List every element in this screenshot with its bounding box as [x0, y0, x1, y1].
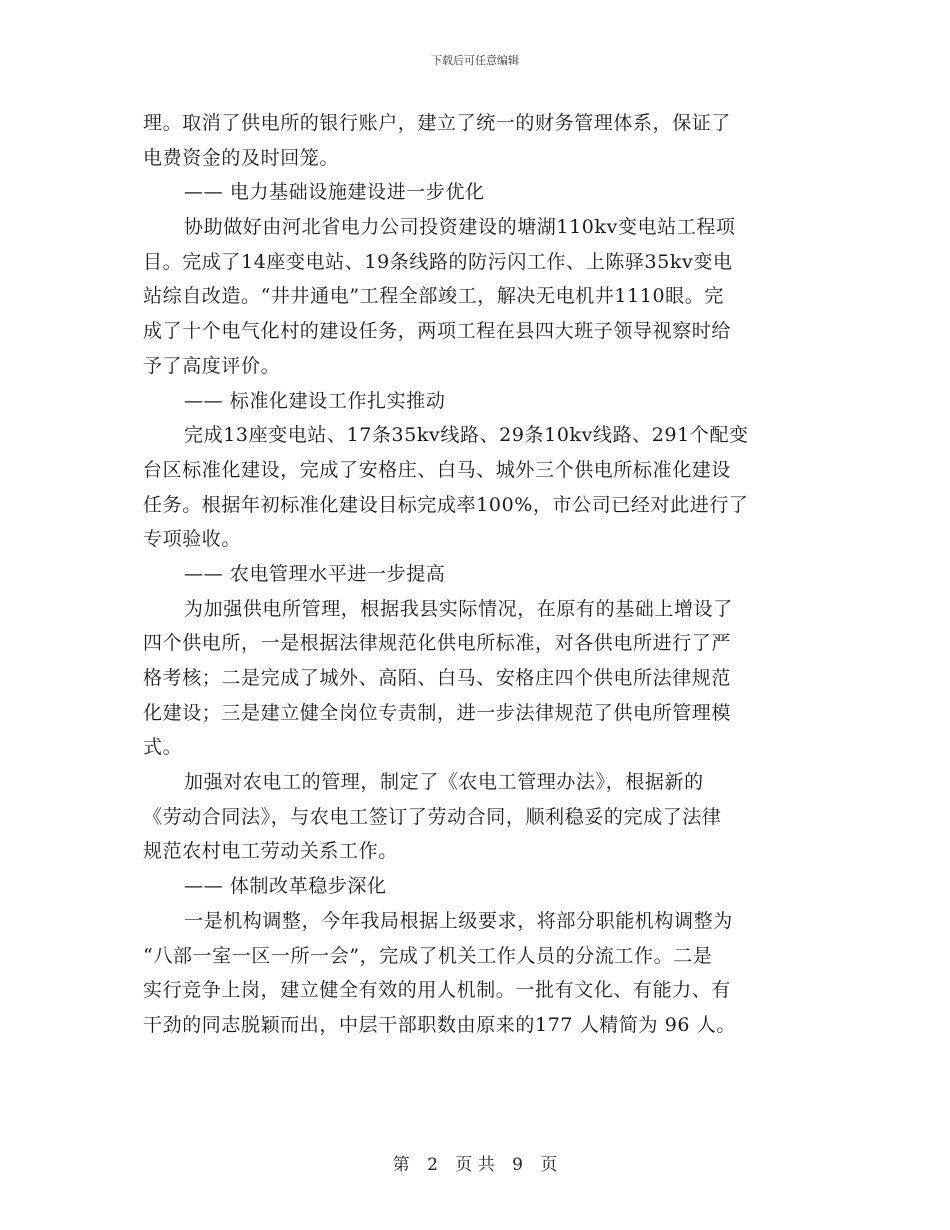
text-line: 电费资金的及时回笼。 [143, 146, 340, 169]
text-line: 专项验收。 [143, 528, 242, 551]
text-line: 完成13座变电站、17条35kv线路、29条10kv线路、291个配变 [184, 424, 749, 447]
text-line: —— 农电管理水平进一步提高 [184, 562, 446, 585]
text-line: 规范农村电工劳动关系工作。 [143, 840, 398, 863]
footer-prefix: 第 [392, 1155, 410, 1175]
text-line: 协助做好由河北省电力公司投资建设的塘湖110kv变电站工程项 [184, 216, 736, 239]
page-footer [0, 1150, 950, 1175]
text-line: 式。 [143, 736, 183, 759]
text-line: 予了高度评价。 [143, 354, 281, 377]
footer-page-number: 2 [427, 1155, 438, 1175]
text-line: 实行竞争上岗，建立健全有效的用人机制。一批有文化、有能力、有 [143, 979, 732, 1002]
text-line: 干劲的同志脱颖而出，中层干部职数由原来的177 人精简为 96 人。 [143, 1013, 736, 1036]
page-header: 下载后可任意编辑 [431, 54, 519, 67]
text-line: “八部一室一区一所一会”，完成了机关工作人员的分流工作。二是 [143, 944, 713, 967]
text-line: 目。完成了14座变电站、19条线路的防污闪工作、上陈驿35kv变电 [143, 250, 733, 273]
footer-suffix: 页 [540, 1155, 558, 1175]
text-line: 四个供电所，一是根据法律规范化供电所标准，对各供电所进行了严 [143, 632, 732, 655]
text-line: 为加强供电所管理，根据我县实际情况，在原有的基础上增设了 [184, 597, 733, 620]
text-line: 任务。根据年初标准化建设目标完成率100%，市公司已经对此进行了 [143, 493, 749, 516]
text-line: —— 电力基础设施建设进一步优化 [184, 181, 485, 204]
footer-total-pages: 9 [512, 1155, 523, 1175]
document-body [143, 106, 808, 1043]
text-line: 《劳动合同法》，与农电工签订了劳动合同，顺利稳妥的完成了法律 [143, 805, 722, 828]
text-line: 站综自改造。“井井通电”工程全部竣工，解决无电机井1110眼。完 [143, 285, 724, 308]
text-line: —— 标准化建设工作扎实推动 [184, 389, 446, 412]
text-line: —— 体制改革稳步深化 [184, 875, 387, 898]
text-line: 格考核；二是完成了城外、高陌、白马、安格庄四个供电所法律规范 [143, 667, 732, 689]
text-line: 台区标准化建设，完成了安格庄、白马、城外三个供电所标准化建设 [143, 458, 732, 481]
text-line: 一是机构调整，今年我局根据上级要求，将部分职能机构调整为 [184, 909, 733, 932]
text-line: 化建设；三是建立健全岗位专责制，进一步法律规范了供电所管理模 [143, 701, 732, 724]
text-line: 加强对农电工的管理，制定了《农电工管理办法》，根据新的 [184, 771, 704, 794]
text-line: 成了十个电气化村的建设任务，两项工程在县四大班子领导视察时给 [143, 320, 732, 343]
footer-middle: 页 共 [455, 1155, 495, 1175]
text-line: 理。取消了供电所的银行账户，建立了统一的财务管理体系，保证了 [143, 112, 732, 134]
